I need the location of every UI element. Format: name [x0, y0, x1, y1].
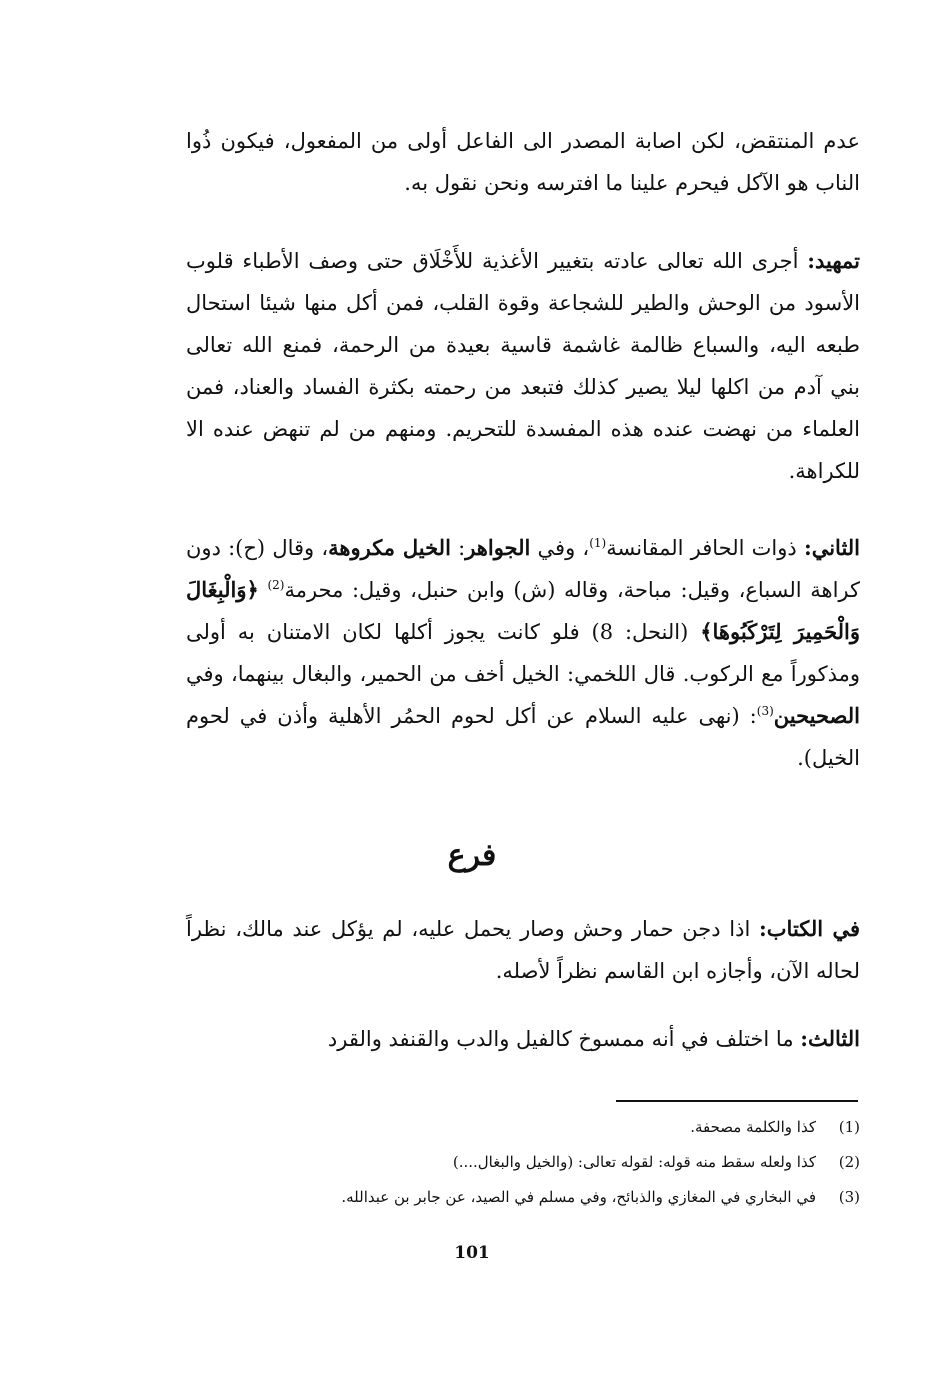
footnotes	[186, 1110, 860, 1215]
paragraph-lead: في الكتاب:	[759, 916, 860, 941]
paragraph-text: ، وقال (ح): دون كراهة السباع، وقيل: مباحة، وقاله (ش) وابن حنبل، وقيل: محرمة	[186, 536, 860, 602]
footnote-number: (3)	[838, 1188, 860, 1206]
footnote-text: كذا ولعله سقط منه قوله: لقوله تعالى: (والخيل والبغال....)	[452, 1153, 816, 1171]
section-heading: فرع	[447, 838, 497, 873]
footnote-item	[186, 1180, 860, 1215]
footnote-number: (1)	[838, 1118, 860, 1136]
footnote-ref-3: (3)	[756, 704, 774, 718]
footnote-text: كذا والكلمة مصحفة.	[690, 1118, 816, 1136]
paragraph-text: ، وفي	[530, 536, 590, 560]
page-number: 101	[454, 1243, 490, 1263]
footnote-item	[186, 1110, 860, 1145]
paragraph-lead: الثالث:	[800, 1026, 860, 1051]
footnote-text: في البخاري في المغازي والذبائح، وفي مسلم في الصيد، عن جابر بن عبدالله.	[341, 1188, 816, 1206]
footnote-ref-2: (2)	[267, 578, 285, 592]
paragraph-lead: تمهيد:	[807, 248, 860, 273]
paragraph-intro	[186, 120, 860, 204]
paragraph-second	[186, 527, 860, 779]
footnote-divider	[616, 1100, 858, 1102]
paragraph-text: ما اختلف في أنه ممسوخ كالفيل والدب والقنفد والقرد	[327, 1027, 801, 1051]
paragraph-text: عدم المنتقض، لكن اصابة المصدر الى الفاعل أولى من المفعول، فيكون ذُوا الناب هو الآكل فيحرم علينا ما افترسه ونحن نقول به.	[186, 129, 860, 195]
source-title: الجواهر	[465, 535, 531, 560]
source-title: الصحيحين	[773, 703, 860, 728]
paragraph-tamhid	[186, 240, 860, 492]
paragraph-kitab	[186, 908, 860, 992]
bold-ruling: الخيل مكروهة	[328, 535, 451, 560]
paragraph-third	[186, 1018, 860, 1060]
footnote-item	[186, 1145, 860, 1180]
paragraph-text: أجرى الله تعالى عادته بتغيير الأغذية للأَخْلَاق حتى وصف الأطباء قلوب الأسود من الوحش والطير للشجاعة وقوة القلب، فمن أكل منها شيئا استحال طبعه اليه، والسباع ظالمة غاشمة قاسية بعيدة من الرحمة، فمنع الله تعالى بني آدم من اكلها ليلا يصير كذلك فتبعد من رحمته بكثرة الفساد والعناد، فمن العلماء من نهضت عنده هذه المفسدة للتحريم. ومنهم من لم تنهض عنده الا للكراهة.	[186, 249, 860, 483]
paragraph-text: اذا دجن حمار وحش وصار يحمل عليه، لم يؤكل عند مالك، نظراً لحاله الآن، وأجازه ابن القاسم نظراً لأصله.	[186, 917, 860, 983]
footnote-number: (2)	[838, 1153, 860, 1171]
paragraph-text: (النحل: 8) فلو كانت يجوز أكلها لكان الامتنان به أولى ومذكوراً مع الركوب. قال اللخمي: الخيل أخف من الحمير، والبغال بينهما، وفي	[186, 620, 860, 686]
quran-verse: ﴿وَالْبِغَالَ وَالْحَمِيرَ لِتَرْكَبُوهَا﴾	[186, 577, 860, 644]
paragraph-text: : (نهى عليه السلام عن أكل لحوم الحمُر الأهلية وأذن في لحوم الخيل).	[186, 704, 860, 770]
paragraph-text: :	[450, 536, 466, 560]
footnote-ref-1: (1)	[589, 536, 607, 550]
paragraph-text: ذوات الحافر المقانسة	[606, 536, 804, 560]
paragraph-lead: الثاني:	[803, 535, 861, 560]
